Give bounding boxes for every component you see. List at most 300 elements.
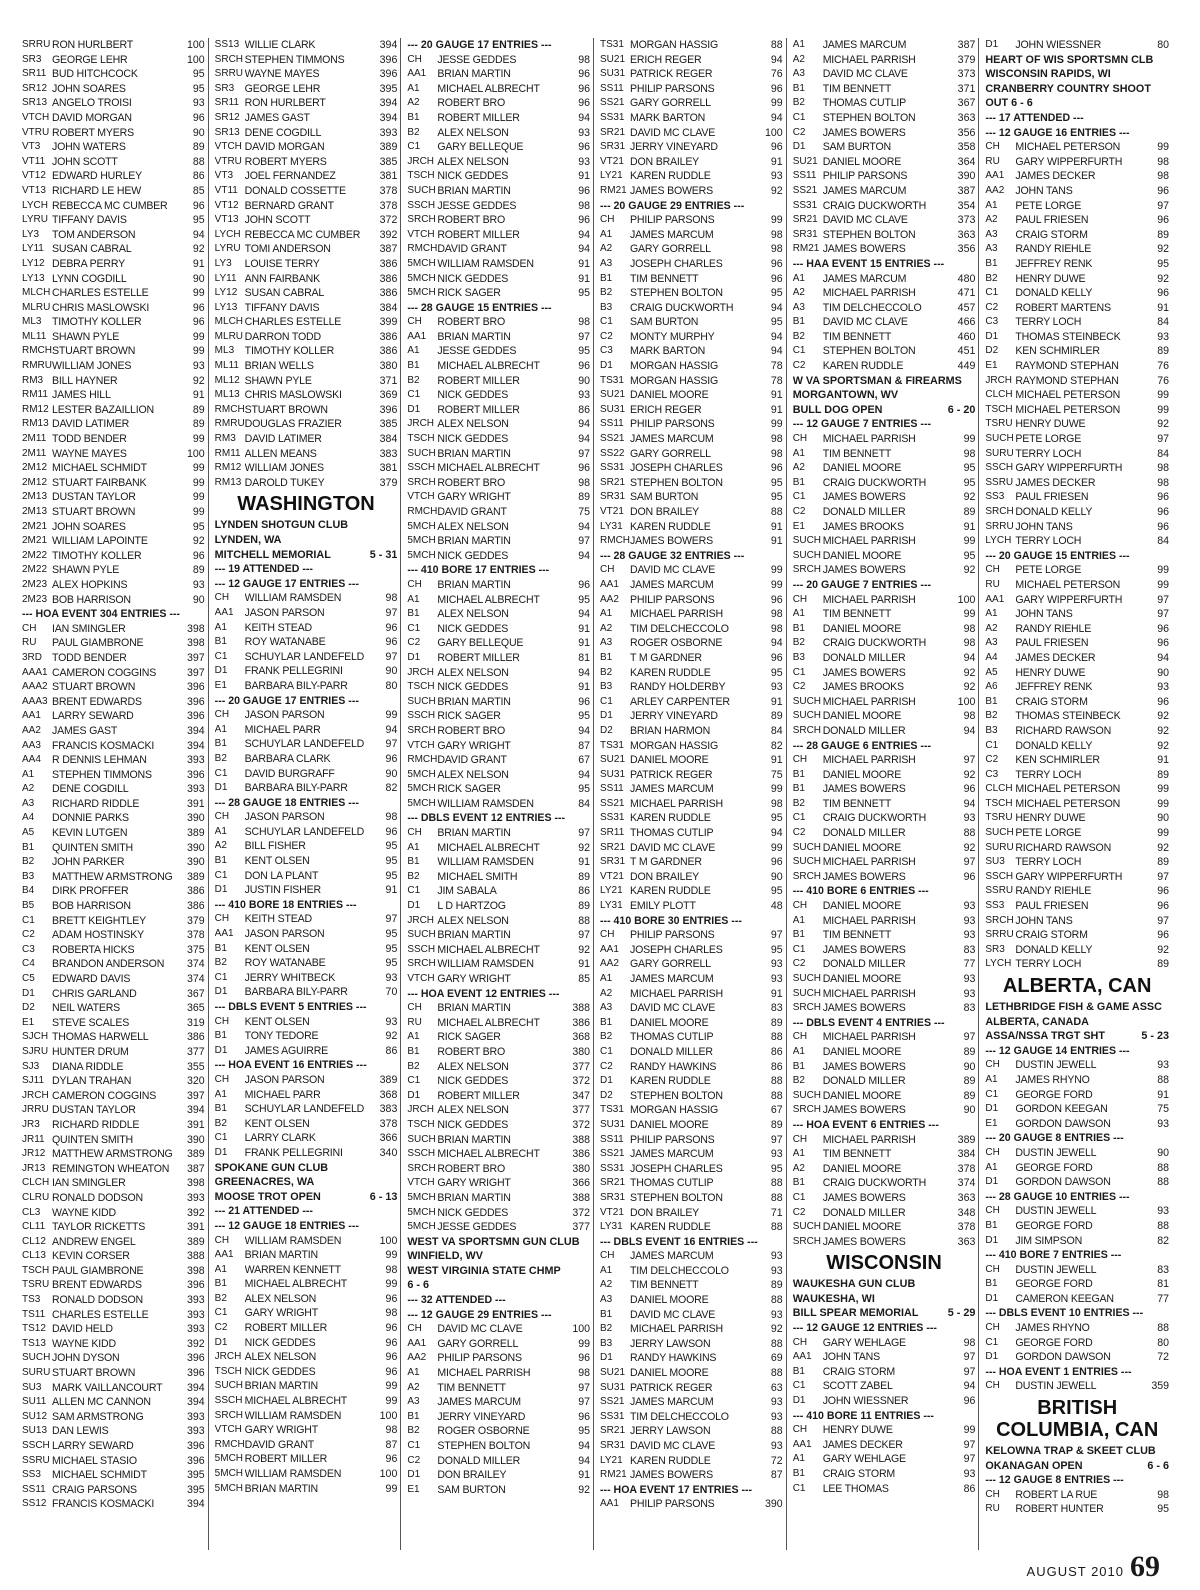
score: 75 [578,506,591,518]
score: 99 [1157,797,1170,810]
result-row [600,1468,783,1483]
shooter-name: CRAIG STORM [822,1468,896,1480]
result-row [215,257,398,272]
shooter-name: DANIEL MOORE [822,1045,902,1058]
class-code: MLRU [214,330,244,342]
score: 97 [770,1133,783,1146]
score: 98 [770,243,783,256]
result-row [215,1379,398,1394]
class-code: CH [792,593,808,605]
score: 98 [385,811,398,824]
shooter-name: DENE COGDILL [244,126,322,139]
class-code: C1 [792,111,806,123]
class-code: SS22 [600,447,625,459]
score: 97 [385,913,398,926]
score: 86 [385,1044,398,1057]
score: 93 [963,900,976,913]
shooter-name: STUART BROWN [52,1367,136,1380]
class-code: C1 [792,491,806,503]
result-row [793,724,976,739]
class-code: 5MCH [407,783,436,795]
class-code: VTCH [22,111,50,123]
event-header: --- 21 ATTENDED --- [214,1205,313,1218]
class-code: SRCH [214,1409,244,1421]
score: 389 [186,827,205,840]
class-code: A3 [792,301,805,313]
shooter-name: MICHAEL ALBRECHT [437,82,540,95]
class-code: SU3 [985,856,1005,868]
shooter-name: DANIEL MOORE [630,1016,709,1029]
score: 94 [578,433,591,446]
shooter-name: SUSAN CABRAL [244,287,325,300]
score: 97 [1157,914,1170,927]
club-info-line [215,548,398,563]
score: 96 [385,1336,398,1349]
class-code: 2M12 [22,476,48,488]
club-info-line [793,1277,976,1292]
club-text: ALBERTA, CANADA [985,1015,1089,1028]
result-row [22,1468,205,1483]
shooter-name: JAMES BOWERS [822,783,906,796]
shooter-name: JASON PARSON [244,811,325,824]
result-row [985,199,1169,214]
shooter-name: ROBERT BRO [437,214,506,227]
shooter-name: THOMAS STEINBECK [1015,710,1121,723]
result-row [215,286,398,301]
score: 387 [957,39,976,51]
shooter-name: BRIAN MARTIN [244,1380,319,1393]
shooter-name: LOUISE TERRY [244,257,320,270]
shooter-name: ROBERT MILLER [244,1322,328,1335]
class-code: TSCH [985,403,1013,415]
score: 94 [770,53,783,66]
class-code: JRCH [22,1089,49,1101]
score: 92 [192,535,205,548]
class-code: SS31 [600,462,625,474]
shooter-name: BILL FISHER [244,840,306,853]
result-row [215,228,398,243]
result-row [407,126,590,141]
shooter-name: JIM SIMPSON [1015,1234,1083,1247]
class-code: TSCH [407,433,435,445]
score: 386 [572,1148,591,1161]
event-header: --- 12 GAUGE 17 ENTRIES --- [214,577,359,590]
result-row [407,1468,590,1483]
shooter-name: DUSTIN JEWELL [1015,1263,1097,1276]
shooter-name: ANGELO TROISI [52,97,132,110]
class-code: ML11 [214,360,239,372]
result-row [793,476,976,491]
score: 99 [192,491,205,504]
score: 89 [192,564,205,577]
result-row [600,1176,783,1191]
shooter-name: DAVID LATIMER [52,418,130,431]
score: 396 [186,695,205,708]
shooter-name: KAREN RUDDLE [630,1075,711,1088]
shooter-name: JAMES DECKER [822,1438,903,1451]
shooter-name: T M GARDNER [630,856,702,869]
result-row [22,1322,205,1337]
result-row [793,826,976,841]
class-code: SU21 [600,53,626,65]
score: 95 [192,68,205,81]
result-row [600,344,783,359]
score: 93 [1157,330,1170,343]
result-row [407,184,590,199]
shooter-name: SCHUYLAR LANDEFELD [244,738,365,751]
result-row [600,359,783,374]
class-code: D1 [407,1469,421,1481]
result-row [600,184,783,199]
class-code: ML3 [214,345,235,357]
result-row [215,1263,398,1278]
shooter-name: ROY WATANABE [244,957,326,970]
result-row [985,563,1169,578]
class-code: D2 [600,724,613,736]
class-code: SUCH [214,1380,244,1392]
class-code: CH [985,1205,1000,1217]
shooter-name: MORGAN HASSIG [630,374,719,387]
result-row [407,578,590,593]
event-header: --- 20 GAUGE 29 ENTRIES --- [600,199,745,212]
result-row [407,928,590,943]
shooter-name: DAVID HELD [52,1323,113,1336]
score: 394 [186,1381,205,1394]
score: 99 [770,418,783,431]
result-row [793,286,976,301]
shooter-name: GARY WEHLAGE [822,1453,906,1466]
class-code: B1 [407,1045,420,1057]
score: 81 [578,651,591,664]
result-row [22,782,205,797]
result-row [407,330,590,345]
result-row [985,476,1169,491]
score: 84 [1157,447,1170,460]
class-code: C1 [407,141,421,153]
class-code: C2 [792,360,806,372]
event-header: --- 20 GAUGE 17 ENTRIES --- [214,694,359,707]
score: 92 [1157,724,1170,737]
result-row [985,1146,1169,1161]
result-row [407,1410,590,1425]
score: 96 [192,549,205,562]
shooter-name: ERICH REGER [630,403,702,416]
result-row [22,928,205,943]
result-row [985,1219,1169,1234]
class-code: A1 [792,272,805,284]
score: 356 [957,243,976,256]
result-row [407,1381,590,1396]
score: 359 [1151,1380,1170,1393]
class-code: SUCH [407,1133,436,1145]
shooter-name: DANIEL MOORE [630,389,709,402]
score: 386 [379,257,398,270]
result-row [985,520,1169,535]
shooter-name: PHILIP PARSONS [630,82,715,95]
class-code: VTCH [407,1177,435,1189]
shooter-name: EDWARD HURLEY [52,170,143,183]
score: 95 [963,549,976,562]
result-row [215,591,398,606]
shooter-name: KEN SCHMIRLER [1015,754,1100,767]
shooter-name: TIM BENNETT [822,1148,892,1161]
class-code: CH [214,811,230,823]
club-date: 6 - 20 [947,403,976,416]
class-code: B3 [600,1337,613,1349]
result-row [22,972,205,987]
shooter-name: WILLIAM RAMSDEN [437,856,534,869]
event-header: --- 410 BORE 17 ENTRIES --- [407,564,550,577]
result-row [600,1337,783,1352]
shooter-name: GORDON KEEGAN [1015,1103,1108,1116]
score: 76 [1157,374,1170,387]
club-text: WEST VA SPORTSMN GUN CLUB [407,1235,580,1248]
class-code: RM11 [22,389,48,401]
score: 95 [770,885,783,898]
class-code: AA1 [407,330,427,342]
result-row [407,636,590,651]
result-row [22,826,205,841]
result-row [793,344,976,359]
result-row [22,651,205,666]
score: 88 [770,506,783,518]
class-code: SR11 [600,827,625,839]
shooter-name: MICHAEL SMITH [437,870,518,883]
shooter-name: KAREN RUDDLE [630,812,711,825]
result-row [22,1016,205,1031]
shooter-name: WILLIAM RAMSDEN [244,1468,342,1480]
event-header: --- 410 BORE 18 ENTRIES --- [214,898,357,911]
shooter-name: TOMI ANDERSON [244,243,331,256]
event-header: --- HOA EVENT 16 ENTRIES --- [214,1059,367,1072]
club-info-line [215,1190,398,1205]
shooter-name: THOMAS STEINBECK [1015,330,1121,343]
score: 396 [186,1440,205,1452]
result-row [215,942,398,957]
score: 94 [770,827,783,840]
shooter-name: MICHAEL PETERSON [1015,783,1121,796]
result-row [22,1045,205,1060]
result-row [985,286,1169,301]
shooter-name: KENT OLSEN [244,855,310,868]
score: 98 [1157,476,1170,489]
result-row [985,797,1169,812]
shooter-name: PETE LORGE [1015,564,1082,577]
score: 384 [379,433,398,446]
shooter-name: MARK BARTON [630,345,706,358]
class-code: 5MCH [407,768,436,780]
score: 86 [770,1045,783,1058]
score: 96 [385,752,398,765]
class-code: SRCH [407,1162,436,1174]
score: 91 [578,1469,591,1482]
score: 90 [963,1060,976,1073]
result-row [793,855,976,870]
shooter-name: ROY WATANABE [244,636,326,649]
score: 93 [578,155,591,168]
class-code: SR31 [600,141,626,153]
result-row [407,199,590,214]
class-code: C1 [792,666,806,678]
class-code: C1 [792,943,806,955]
shooter-name: WARREN KENNETT [244,1263,341,1276]
result-row [215,1102,398,1117]
class-code: VTRU [214,155,242,167]
result-row [985,38,1169,53]
class-code: SUCH [792,1221,822,1233]
score: 99 [770,783,783,796]
result-row [600,578,783,593]
shooter-name: CRAIG DUCKWORTH [822,637,927,650]
shooter-name: DON BRAILEY [630,506,700,518]
shooter-name: NICK GEDDES [437,272,509,285]
shooter-name: JOHN SCOTT [52,155,118,168]
class-code: B3 [985,724,998,736]
club-text: CRANBERRY COUNTRY SHOOT [985,82,1151,95]
shooter-name: BRIAN MARTIN [437,330,511,343]
shooter-name: MICHAEL PARRISH [630,1323,723,1336]
result-row [215,621,398,636]
class-code: B1 [985,1219,998,1231]
shooter-name: GARY WRIGHT [437,491,511,504]
result-row [407,855,590,870]
score: 90 [963,1104,976,1117]
class-code: AA1 [22,710,41,722]
shooter-name: THOMAS CUTLIP [630,1031,714,1044]
result-row [215,737,398,752]
shooter-name: PAUL FRIESEN [1015,491,1089,504]
result-row [985,709,1169,724]
score: 89 [192,418,205,431]
shooter-name: ALEX NELSON [437,1104,509,1117]
shooter-name: QUINTEN SMITH [52,1133,133,1146]
result-row [600,1278,783,1293]
shooter-name: PHILIP PARSONS [437,1352,522,1365]
shooter-name: DAVID MC CLAVE [630,841,716,854]
score: 386 [186,885,205,898]
shooter-name: DAVID GRANT [437,754,507,767]
class-code: 3RD [22,651,43,663]
class-code: SS31 [600,1410,625,1422]
result-row [407,461,590,476]
class-code: TSCH [407,681,435,693]
shooter-name: RICHARD LE HEW [52,184,142,197]
result-row [793,987,976,1002]
class-code: SUCH [792,535,822,547]
class-code: VT13 [22,184,46,196]
shooter-name: JAMES HILL [52,389,111,402]
result-row [793,1162,976,1177]
event-header: --- DBLS EVENT 10 ENTRIES --- [985,1307,1144,1320]
shooter-name: MICHAEL PARRISH [822,856,916,869]
class-code: B3 [792,651,805,663]
shooter-name: MATTHEW ARMSTRONG [52,870,173,883]
score: 98 [770,622,783,635]
result-row [22,943,205,958]
score: 93 [578,389,591,402]
class-code: SRCH [792,724,822,736]
shooter-name: DANIEL MOORE [822,549,902,562]
class-code: C2 [792,827,806,839]
result-row [793,1133,976,1148]
result-row [793,666,976,681]
result-row [407,96,590,111]
result-row [215,912,398,927]
result-row [215,96,398,111]
shooter-name: PAUL GIAMBRONE [52,1264,144,1277]
shooter-name: TIM DELCHECCOLO [630,1264,729,1277]
class-code: SSCH [985,462,1014,474]
shooter-name: DONNIE PARKS [52,812,129,825]
score: 395 [379,82,398,95]
class-code: C1 [407,389,421,401]
result-row [215,1234,398,1249]
shooter-name: PETE LORGE [1015,433,1082,446]
class-code: LYCH [214,228,241,240]
score: 89 [963,1089,976,1102]
result-row [985,1488,1169,1503]
score: 98 [578,476,591,489]
score: 92 [1157,243,1170,256]
result-row [985,1073,1169,1088]
club-info-line [985,82,1169,97]
event-header: --- 410 BORE 7 ENTRIES --- [985,1249,1122,1262]
class-code: B1 [214,855,227,867]
result-row [793,797,976,812]
class-code: LY11 [22,243,44,255]
score: 91 [578,637,591,650]
club-date: 6 - 13 [369,1190,398,1203]
score: 386 [379,287,398,300]
shooter-name: JERRY LAWSON [630,1337,711,1350]
shooter-name: JAMES BROOKS [822,520,904,533]
class-code: CH [792,1031,808,1043]
class-code: B1 [407,111,420,123]
shooter-name: MICHAEL PARRISH [822,433,916,446]
shooter-name: JOSEPH CHARLES [630,943,723,956]
score: 99 [192,433,205,446]
shooter-name: CRAIG STORM [1015,228,1088,241]
score: 96 [770,141,783,154]
shooter-name: DOUGLAS FRAZIER [244,418,342,431]
class-code: A3 [600,1294,613,1306]
score: 380 [572,1045,591,1058]
result-row [985,782,1169,797]
score: 377 [186,1045,205,1058]
class-code: B2 [407,374,420,386]
class-code: B1 [22,841,35,853]
result-row [985,403,1169,418]
class-code: B2 [600,1031,613,1043]
shooter-name: JAMES BOWERS [822,491,906,504]
score: 391 [186,1221,205,1234]
score: 91 [578,856,591,869]
score: 387 [379,243,398,256]
result-row [215,1292,398,1307]
score: 96 [1157,287,1170,300]
shooter-name: DON BRAILEY [630,1206,700,1219]
class-code: A1 [407,1367,420,1379]
shooter-name: DAVID MC CLAVE [822,214,908,227]
result-row [215,927,398,942]
score: 369 [379,389,398,402]
score: 92 [770,1323,783,1336]
shooter-name: WILLIAM RAMSDEN [437,958,534,971]
shooter-name: KAREN RUDDLE [630,1221,711,1234]
shooter-name: SCHUYLAR LANDEFELD [244,650,365,663]
shooter-name: GEORGE FORD [1015,1088,1093,1101]
class-code: A2 [214,840,227,852]
